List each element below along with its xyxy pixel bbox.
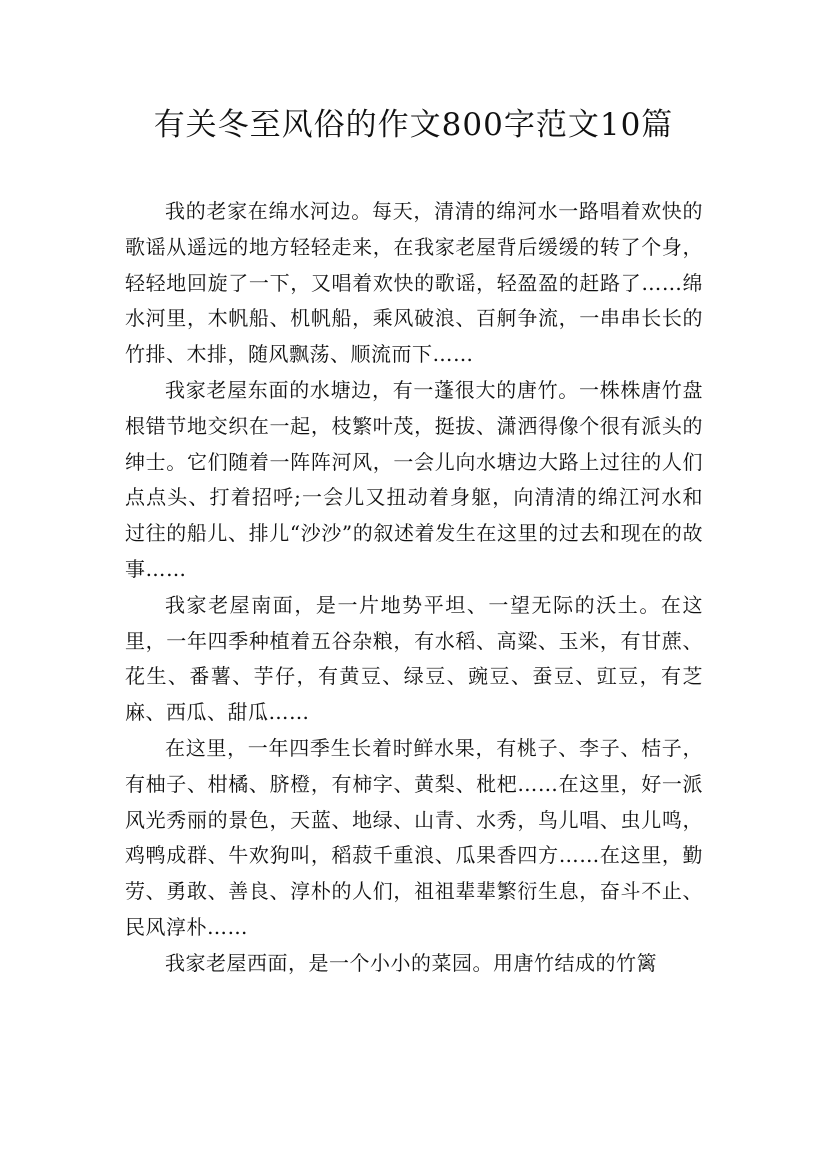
paragraph-3: 我家老屋南面，是一片地势平坦、一望无际的沃土。在这里，一年四季种植着五谷杂粮，有水稻、高粱、玉米，有甘蔗、花生、番薯、芋仔，有黄豆、绿豆、豌豆、蚕豆、豇豆，有芝麻、西瓜、甜瓜…… (125, 592, 703, 725)
paragraph-5: 我家老屋西面，是一个小小的菜园。用唐竹结成的竹篱 (165, 950, 657, 975)
paragraph-2: 我家老屋东面的水塘边，有一蓬很大的唐竹。一株株唐竹盘根错节地交织在一起，枝繁叶茂，挺拔、潇洒得像个很有派头的绅士。它们随着一阵阵河风，一会儿向水塘边大路上过往的人们点点头、打着招呼;一会儿又扭动着身躯，向清清的绵江河水和过往的船儿、排儿“沙沙”的叙述着发生在这里的过去和现在的故事…… (125, 377, 703, 581)
paragraph-4: 在这里，一年四季生长着时鲜水果，有桃子、李子、桔子，有柚子、柑橘、脐橙，有柿字、黄梨、枇杷……在这里，好一派风光秀丽的景色，天蓝、地绿、山青、水秀，鸟儿唱、虫儿鸣，鸡鸭成群、牛欢狗叫，稻菽千重浪、瓜果香四方……在这里，勤劳、勇敢、善良、淳朴的人们，祖祖辈辈繁衍生息，奋斗不止、民风淳朴…… (125, 735, 703, 939)
paragraph-1: 我的老家在绵水河边。每天，清清的绵河水一路唱着欢快的歌谣从遥远的地方轻轻走来，在我家老屋背后缓缓的转了个身，轻轻地回旋了一下，又唱着欢快的歌谣，轻盈盈的赶路了……绵水河里，木帆船、机帆船，乘风破浪、百舸争流，一串串长长的竹排、木排，随风飘荡、顺流而下…… (125, 199, 703, 367)
document-body (125, 194, 703, 982)
document-title: 有关冬至风俗的作文800字范文10篇 (153, 107, 674, 143)
